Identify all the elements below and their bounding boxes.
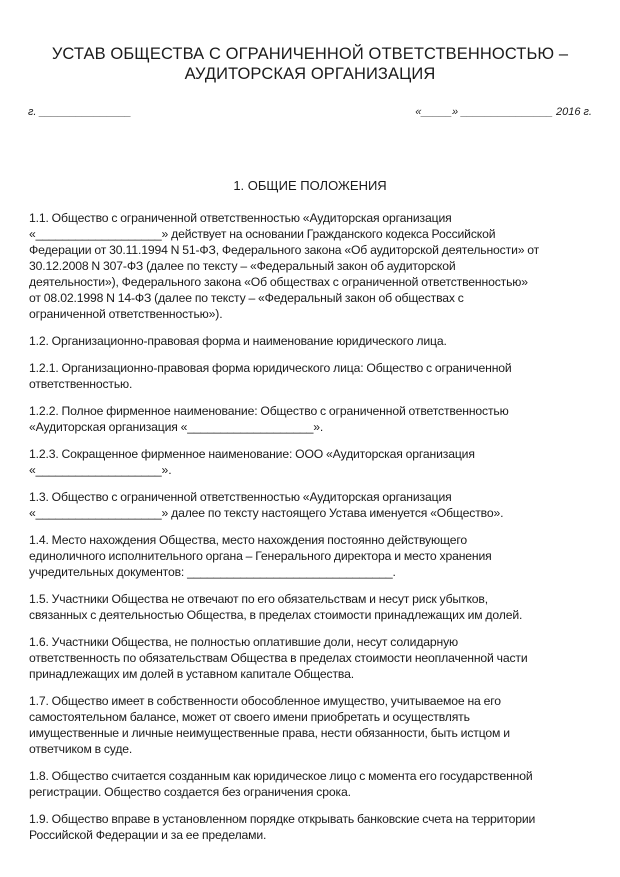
clause-line: 1.2.3. Сокращенное фирменное наименование: ООО «Аудиторская организация (29, 447, 475, 461)
clause-1-2-1 (29, 360, 595, 392)
clause-line: 1.7. Общество имеет в собственности обособленное имущество, учитываемое на его (29, 694, 501, 708)
clause-line: от 08.02.1998 N 14-ФЗ (далее по тексту – «Федеральный закон об обществах с (29, 291, 464, 305)
clause-line: «___________________» далее по тексту настоящего Устава именуется «Общество». (29, 506, 504, 520)
clause-1-1 (29, 210, 595, 322)
clause-line: регистрации. Общество создается без ограничения срока. (29, 785, 351, 799)
place-field: г. _______________ (28, 106, 132, 118)
clause-line: единоличного исполнительного органа – Генерального директора и место хранения (29, 549, 492, 563)
document-title-line-1: УСТАВ ОБЩЕСТВА С ОГРАНИЧЕННОЙ ОТВЕТСТВЕННОСТЬЮ – (51, 45, 569, 63)
clause-line: Российской Федерации и за ее пределами. (29, 828, 267, 842)
clause-1-3 (29, 489, 595, 521)
clause-line: 1.3. Общество с ограниченной ответственностью «Аудиторская организация (29, 490, 452, 504)
clause-line: 1.8. Общество считается созданным как юридическое лицо с момента его государственной (29, 769, 533, 783)
clause-line: «Аудиторская организация «___________________». (29, 420, 324, 434)
clause-1-7 (29, 693, 595, 757)
clause-line: деятельности»), Федерального закона «Об обществах с ограниченной ответственностью» (29, 275, 528, 289)
clause-line: 1.5. Участники Общества не отвечают по его обязательствам и несут риск убытков, (29, 592, 488, 606)
clause-1-8 (29, 768, 595, 800)
clause-line: 1.4. Место нахождения Общества, место нахождения постоянно действующего (29, 533, 467, 547)
clause-line: 30.12.2008 N 307-ФЗ (далее по тексту – «Федеральный закон об аудиторской (29, 259, 456, 273)
clause-1-5 (29, 591, 595, 623)
date-field: «_____» _______________ 2016 г. (415, 106, 592, 118)
section-heading: 1. ОБЩИЕ ПОЛОЖЕНИЯ (233, 178, 387, 193)
clause-line: имущественные и личные неимущественные права, нести обязанности, быть истцом и (29, 726, 510, 740)
document-title-line-2: АУДИТОРСКАЯ ОРГАНИЗАЦИЯ (184, 65, 436, 83)
clause-line: ответственностью. (29, 377, 133, 391)
clause-line: учредительных документов: _______________________________. (29, 565, 396, 579)
clause-line: «___________________». (29, 463, 172, 477)
place-date-row (28, 106, 592, 122)
clause-line: ответственность по обязательствам Общества в пределах стоимости неоплаченной части (29, 651, 528, 665)
clause-line: ответчиком в суде. (29, 742, 133, 756)
clause-line: 1.2. Организационно-правовая форма и наименование юридического лица. (29, 334, 447, 348)
clause-line: 1.6. Участники Общества, не полностью оплатившие доли, несут солидарную (29, 635, 459, 649)
clause-1-2 (29, 333, 595, 349)
clause-line: 1.1. Общество с ограниченной ответственностью «Аудиторская организация (29, 211, 452, 225)
clauses-list (29, 210, 595, 843)
clause-1-9 (29, 811, 595, 843)
clause-line: Федерации от 30.11.1994 N 51-ФЗ, Федерального закона «Об аудиторской деятельности» от (29, 243, 540, 257)
clause-line: 1.9. Общество вправе в установленном порядке открывать банковские счета на территории (29, 812, 536, 826)
clause-line: связанных с деятельностью Общества, в пределах стоимости принадлежащих им долей. (29, 608, 523, 622)
clause-line: ограниченной ответственностью»). (29, 307, 223, 321)
clause-line: принадлежащих им долей в уставном капитале Общества. (29, 667, 354, 681)
clause-line: самостоятельном балансе, может от своего имени приобретать и осуществлять (29, 710, 470, 724)
document-title (0, 44, 620, 84)
clause-1-2-2 (29, 403, 595, 435)
clause-1-2-3 (29, 446, 595, 478)
clause-line: 1.2.1. Организационно-правовая форма юридического лица: Общество с ограниченной (29, 361, 512, 375)
clause-line: «___________________» действует на основании Гражданского кодекса Российской (29, 227, 496, 241)
clause-1-6 (29, 634, 595, 682)
clause-line: 1.2.2. Полное фирменное наименование: Общество с ограниченной ответственностью (29, 404, 509, 418)
clause-1-4 (29, 532, 595, 580)
